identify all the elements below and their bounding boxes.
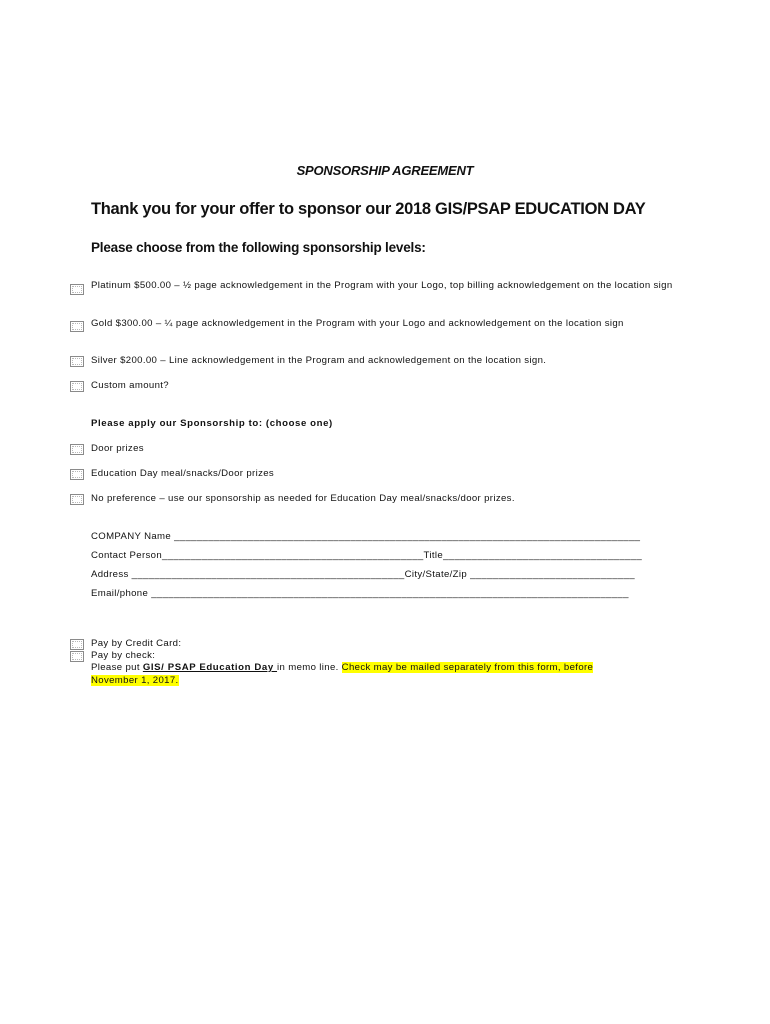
platinum-checkbox[interactable]: [70, 284, 84, 295]
company-name-field[interactable]: COMPANY Name __________________________________________________________________________________: [91, 531, 641, 542]
door-prizes-label: Door prizes: [91, 443, 144, 454]
address-city-state-zip-field[interactable]: Address ________________________________________________City/State/Zip _____________________________: [91, 569, 635, 580]
door-prizes-checkbox[interactable]: [70, 444, 84, 455]
no-preference-checkbox[interactable]: [70, 494, 84, 505]
memo-prefix: Please put: [91, 662, 143, 673]
pay-by-check-label: Pay by check:: [91, 650, 156, 661]
email-phone-field[interactable]: Email/phone ____________________________________________________________________________________: [91, 588, 629, 599]
check-checkbox[interactable]: [70, 651, 84, 662]
meal-snacks-label: Education Day meal/snacks/Door prizes: [91, 468, 275, 479]
contact-person-title-field[interactable]: Contact Person______________________________________________Title___________________________________: [91, 550, 643, 561]
no-preference-label: No preference – use our sponsorship as needed for Education Day meal/snacks/door prizes.: [91, 493, 515, 504]
gold-checkbox[interactable]: [70, 321, 84, 332]
custom-amount-label: Custom amount?: [91, 380, 169, 391]
apply-heading: Please apply our Sponsorship to: (choose one): [91, 418, 333, 429]
credit-card-checkbox[interactable]: [70, 639, 84, 650]
memo-suffix: in memo line.: [277, 662, 342, 673]
gold-option-label: Gold $300.00 – ¼ page acknowledgement in the Program with your Logo and acknowledgement on the location sign: [91, 318, 624, 329]
pay-by-credit-label: Pay by Credit Card:: [91, 638, 182, 649]
memo-line-text: GIS/ PSAP Education Day: [142, 662, 278, 673]
mailing-deadline-date: November 1, 2017.: [91, 675, 179, 686]
form-heading: Thank you for your offer to sponsor our 2018 GIS/PSAP EDUCATION DAY: [91, 200, 646, 218]
mailing-deadline-note: Check may be mailed separately from this form, before: [341, 662, 594, 673]
levels-subheading: Please choose from the following sponsorship levels:: [91, 240, 426, 255]
memo-instruction: [91, 662, 593, 675]
document-title: SPONSORSHIP AGREEMENT: [296, 163, 474, 178]
platinum-option-label: Platinum $500.00 – ½ page acknowledgement in the Program with your Logo, top billing acknowledgement on the location sign: [91, 280, 673, 291]
silver-checkbox[interactable]: [70, 356, 84, 367]
meal-snacks-checkbox[interactable]: [70, 469, 84, 480]
mailing-deadline-date-line: [91, 675, 179, 688]
custom-amount-checkbox[interactable]: [70, 381, 84, 392]
silver-option-label: Silver $200.00 – Line acknowledgement in the Program and acknowledgement on the location sign.: [91, 355, 547, 366]
